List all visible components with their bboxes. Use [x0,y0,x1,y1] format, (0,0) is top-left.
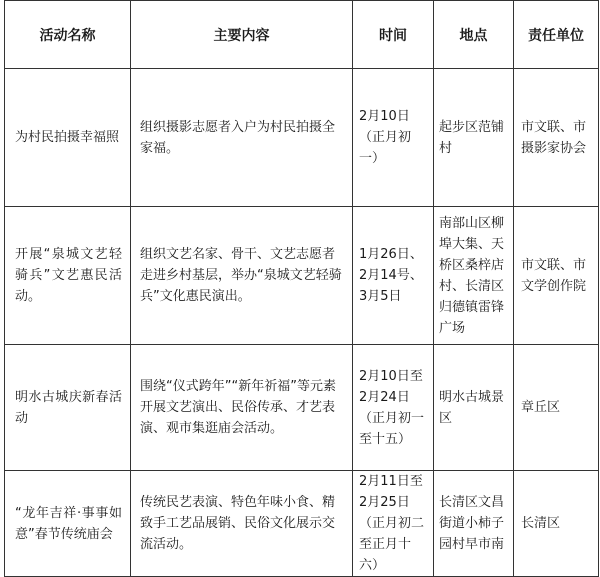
location-cell: 南部山区柳埠大集、天桥区桑梓店村、长清区归德镇雷锋广场 [434,207,514,345]
activity-name-cell: 开展“泉城文艺轻骑兵”文艺惠民活动。 [5,207,131,345]
header-row [5,1,599,69]
time-cell: 2月11日至2月25日（正月初二至正月十六） [353,471,434,577]
events-table [4,0,599,577]
activity-name-cell: 为村民拍摄幸福照 [5,69,131,207]
table-row [5,207,599,345]
header-responsible-unit: 责任单位 [514,1,599,69]
location-cell: 明水古城景区 [434,345,514,471]
header-main-content: 主要内容 [131,1,353,69]
activity-name-cell: “龙年吉祥·事事如意”春节传统庙会 [5,471,131,577]
table-row [5,69,599,207]
header-location: 地点 [434,1,514,69]
location-cell: 起步区范铺村 [434,69,514,207]
table-row [5,345,599,471]
content-cell: 传统民艺表演、特色年味小食、精致手工艺品展销、民俗文化展示交流活动。 [131,471,353,577]
table-row [5,471,599,577]
time-cell: 2月10日至2月24日（正月初一至十五） [353,345,434,471]
time-cell: 1月26日、2月14号、3月5日 [353,207,434,345]
unit-cell: 长清区 [514,471,599,577]
unit-cell: 章丘区 [514,345,599,471]
header-time: 时间 [353,1,434,69]
time-cell: 2月10日（正月初一） [353,69,434,207]
activity-name-cell: 明水古城庆新春活动 [5,345,131,471]
content-cell: 围绕“仪式跨年”“新年祈福”等元素开展文艺演出、民俗传承、才艺表演、观市集逛庙会活动。 [131,345,353,471]
unit-cell: 市文联、市摄影家协会 [514,69,599,207]
content-cell: 组织摄影志愿者入户为村民拍摄全家福。 [131,69,353,207]
header-activity-name: 活动名称 [5,1,131,69]
location-cell: 长清区文昌街道小柿子园村早市南 [434,471,514,577]
unit-cell: 市文联、市文学创作院 [514,207,599,345]
content-cell: 组织文艺名家、骨干、文艺志愿者走进乡村基层，举办“泉城文艺轻骑兵”文化惠民演出。 [131,207,353,345]
